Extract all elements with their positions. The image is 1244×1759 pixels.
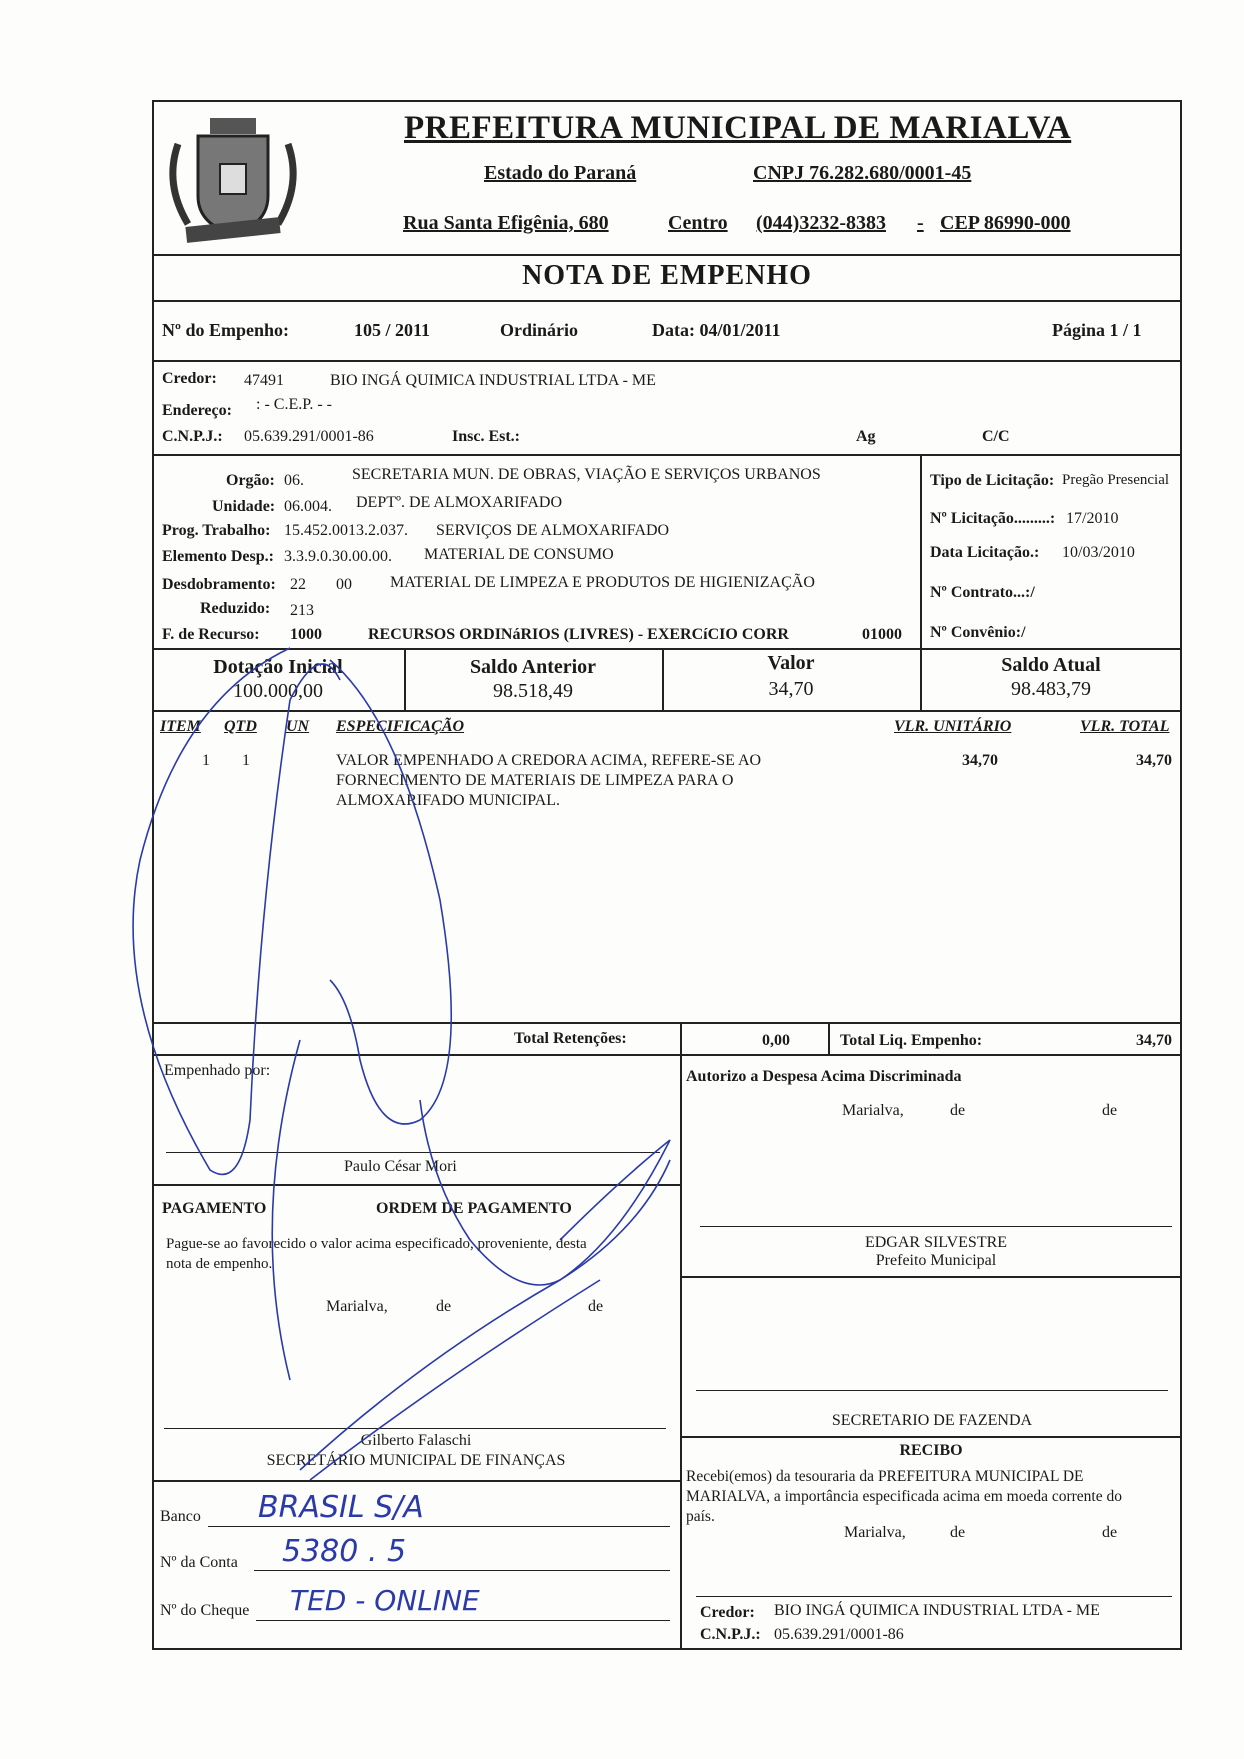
col-qtd: QTD [224,718,257,735]
unidade-code: 06.004. [284,498,332,515]
recibo-text3: país. [686,1508,715,1525]
orgao-name: SECRETARIA MUN. DE OBRAS, VIAÇÃO E SERVIÇOS URBANOS [352,466,821,483]
retencoes-label: Total Retenções: [514,1030,627,1047]
empenho-type: Ordinário [500,320,579,340]
col-un: UN [286,718,310,735]
saldo-anterior-value: 98.518,49 [493,680,573,702]
autorizo-de1: de [950,1102,966,1119]
conta-value: 5380 . 5 [282,1534,407,1569]
autorizo-de2: de [1102,1102,1118,1119]
district: Centro [668,212,728,234]
conta-label: Nº da Conta [160,1554,238,1571]
recibo-text1: Recebi(emos) da tesouraria da PREFEITURA MUNICIPAL DE [686,1468,1084,1485]
insc-label: Insc. Est.: [452,428,521,445]
prog-name: SERVIÇOS DE ALMOXARIFADO [436,522,670,539]
recibo-city: Marialva, [844,1524,906,1541]
empenhado-name: Paulo César Mori [344,1158,457,1175]
tipo-licitacao-label: Tipo de Licitação: [930,472,1055,489]
empenho-date: Data: 04/01/2011 [652,320,781,340]
reduzido-label: Reduzido: [200,600,271,617]
item-unit-value: 34,70 [962,752,998,769]
convenio-label: Nº Convênio:/ [930,624,1026,641]
credor-code: 47491 [244,372,284,389]
saldo-atual-label: Saldo Atual [1001,654,1101,676]
recibo-de1: de [950,1524,966,1541]
item-spec-line2: FORNECIMENTO DE MATERIAIS DE LIMPEZA PARA O [336,772,734,789]
prog-label: Prog. Trabalho: [162,522,271,539]
pagamento-city: Marialva, [326,1298,388,1315]
pagamento-text2: nota de empenho. [166,1256,273,1272]
banco-value: BRASIL S/A [258,1490,424,1525]
col-vlr-unitario: VLR. UNITÁRIO [894,718,1012,735]
endereco-value: : - C.E.P. - - [256,396,332,413]
empenho-label: Nº do Empenho: [162,320,289,340]
prog-code: 15.452.0013.2.037. [284,522,408,539]
saldo-atual-value: 98.483,79 [1011,678,1091,700]
pagamento-text1: Pague-se ao favorecido o valor acima especificado, proveniente, desta [166,1236,587,1252]
elemento-code: 3.3.9.0.30.00.00. [284,548,392,565]
pagamento-de2: de [588,1298,604,1315]
desdobramento-code2: 00 [336,576,352,593]
banco-label: Banco [160,1508,201,1525]
reduzido-code: 213 [290,602,314,619]
phone: (044)3232-8383 [756,212,886,234]
elemento-label: Elemento Desp.: [162,548,274,565]
cheque-value: TED - ONLINE [290,1584,480,1617]
pagamento-label: PAGAMENTO [162,1200,267,1217]
valor-value: 34,70 [768,678,814,700]
pagamento-de1: de [436,1298,452,1315]
recibo-credor-label: Credor: [700,1604,755,1621]
item-spec-line3: ALMOXARIFADO MUNICIPAL. [336,792,561,809]
unidade-label: Unidade: [212,498,276,515]
elemento-name: MATERIAL DE CONSUMO [424,546,614,563]
autorizo-text: Autorizo a Despesa Acima Discriminada [686,1068,962,1085]
orgao-code: 06. [284,472,304,489]
recibo-cnpj-value: 05.639.291/0001-86 [774,1626,904,1643]
cc-label: C/C [982,428,1010,445]
credor-label: Credor: [162,370,217,387]
cnpj-value: 05.639.291/0001-86 [244,428,374,445]
autorizo-city: Marialva, [842,1102,904,1119]
contrato-label: Nº Contrato...:/ [930,584,1035,601]
fonte-label: F. de Recurso: [162,626,260,643]
retencoes-value: 0,00 [762,1032,790,1049]
fonte-name: RECURSOS ORDINáRIOS (LIVRES) - EXERCíCIO CORR [368,626,789,643]
item-spec-line1: VALOR EMPENHADO A CREDORA ACIMA, REFERE-SE AO [336,752,762,769]
col-especificacao: ESPECIFICAÇÃO [336,718,465,735]
sec-fin-title: SECRETÁRIO MUNICIPAL DE FINANÇAS [266,1452,566,1469]
data-licitacao-label: Data Licitação.: [930,544,1040,561]
phone-sep: - [917,212,924,234]
page-number: Página 1 / 1 [1052,320,1142,340]
liq-value: 34,70 [1136,1032,1172,1049]
credor-name: BIO INGÁ QUIMICA INDUSTRIAL LTDA - ME [330,372,656,389]
doc-title: NOTA DE EMPENHO [522,260,812,291]
fonte-code2: 01000 [862,626,902,643]
orgao-label: Orgão: [226,472,275,489]
desdobramento-label: Desdobramento: [162,576,276,593]
municipal-crest-logo [158,104,308,254]
col-item: ITEM [160,718,201,735]
num-licitacao-value: 17/2010 [1066,510,1119,527]
num-licitacao-label: Nº Licitação.........: [930,510,1056,527]
endereco-label: Endereço: [162,402,232,419]
ordem-pagamento: ORDEM DE PAGAMENTO [376,1200,572,1217]
empenhado-label: Empenhado por: [164,1062,271,1079]
desdobramento-name: MATERIAL DE LIMPEZA E PRODUTOS DE HIGIENIZAÇÃO [390,574,815,591]
sec-fazenda: SECRETARIO DE FAZENDA [831,1412,1033,1429]
liq-label: Total Liq. Empenho: [840,1032,983,1049]
cep: CEP 86990-000 [940,212,1071,234]
desdobramento-code: 22 [290,576,306,593]
sec-fin-name: Gilberto Falaschi [360,1432,472,1449]
recibo-credor-name: BIO INGÁ QUIMICA INDUSTRIAL LTDA - ME [774,1602,1100,1619]
cheque-label: Nº do Cheque [160,1602,250,1619]
unidade-name: DEPTº. DE ALMOXARIFADO [356,494,562,511]
estado: Estado do Paraná [484,162,637,184]
data-licitacao-value: 10/03/2010 [1062,544,1135,561]
empenho-number: 105 / 2011 [354,320,431,340]
item-number: 1 [202,752,210,769]
valor-label: Valor [767,652,815,674]
prefeitura-title: PREFEITURA MUNICIPAL DE MARIALVA [404,110,1072,146]
saldo-anterior-label: Saldo Anterior [469,656,597,678]
dotacao-value: 100.000,00 [233,680,323,702]
item-total-value: 34,70 [1136,752,1172,769]
col-vlr-total: VLR. TOTAL [1080,718,1170,735]
recibo-cnpj-label: C.N.P.J.: [700,1626,761,1643]
item-qty: 1 [242,752,250,769]
cnpj-header: CNPJ 76.282.680/0001-45 [753,162,972,184]
ag-label: Ag [856,428,876,445]
dotacao-label: Dotação Inicial [213,656,343,678]
recibo-text2: MARIALVA, a importância especificada acima em moeda corrente do [686,1488,1122,1505]
fonte-code: 1000 [290,626,322,643]
cnpj-label: C.N.P.J.: [162,428,223,445]
recibo-de2: de [1102,1524,1118,1541]
address: Rua Santa Efigênia, 680 [403,212,609,234]
recibo-title: RECIBO [899,1442,963,1459]
prefeito-name: EDGAR SILVESTRE [864,1234,1008,1251]
tipo-licitacao-value: Pregão Presencial [1062,472,1170,488]
prefeito-title: Prefeito Municipal [875,1252,997,1269]
